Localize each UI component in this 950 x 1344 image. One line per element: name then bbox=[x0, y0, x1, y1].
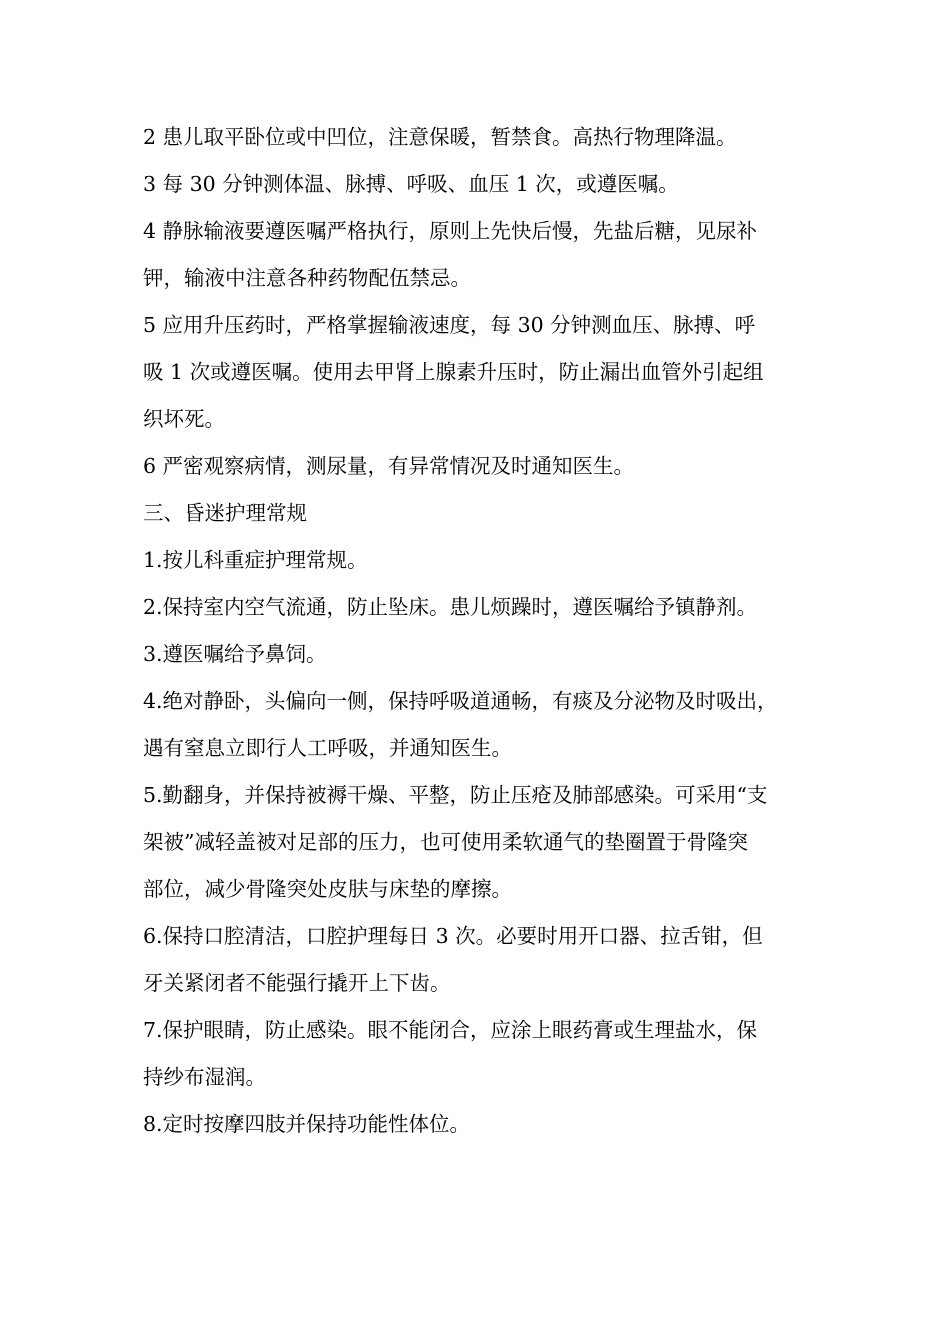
text-line-6: 吸 1 次或遵医嘱。使用去甲肾上腺素升压时，防止漏出血管外引起组 bbox=[143, 360, 764, 384]
text-line-10: 1.按儿科重症护理常规。 bbox=[143, 548, 368, 572]
document-body bbox=[143, 114, 813, 1148]
text-line-15: 5.勤翻身，并保持被褥干燥、平整，防止压疮及肺部感染。可采用“支 bbox=[143, 783, 768, 807]
text-line-5: 5 应用升压药时，严格掌握输液速度，每 30 分钟测血压、脉搏、呼 bbox=[143, 313, 756, 337]
text-line-7: 织坏死。 bbox=[143, 407, 225, 431]
text-line-1: 2 患儿取平卧位或中凹位，注意保暖，暂禁食。高热行物理降温。 bbox=[143, 125, 737, 149]
text-line-22: 8.定时按摩四肢并保持功能性体位。 bbox=[143, 1112, 471, 1136]
text-line-16: 架被”减轻盖被对足部的压力，也可使用柔软通气的垫圈置于骨隆突 bbox=[143, 830, 748, 854]
text-line-21: 持纱布湿润。 bbox=[143, 1065, 266, 1089]
text-line-3: 4 静脉输液要遵医嘱严格执行，原则上先快后慢，先盐后糖，见尿补 bbox=[143, 219, 758, 243]
text-line-19: 牙关紧闭者不能强行撬开上下齿。 bbox=[143, 971, 451, 995]
text-line-18: 6.保持口腔清洁，口腔护理每日 3 次。必要时用开口器、拉舌钳，但 bbox=[143, 924, 763, 948]
text-line-20: 7.保护眼睛，防止感染。眼不能闭合，应涂上眼药膏或生理盐水，保 bbox=[143, 1018, 758, 1042]
text-line-2: 3 每 30 分钟测体温、脉搏、呼吸、血压 1 次，或遵医嘱。 bbox=[143, 172, 679, 196]
text-line-11: 2.保持室内空气流通，防止坠床。患儿烦躁时，遵医嘱给予镇静剂。 bbox=[143, 595, 758, 619]
text-line-8: 6 严密观察病情，测尿量，有异常情况及时通知医生。 bbox=[143, 454, 635, 478]
section-heading: 三、昏迷护理常规 bbox=[143, 501, 307, 525]
text-line-13: 4.绝对静卧，头偏向一侧，保持呼吸道通畅，有痰及分泌物及时吸出， bbox=[143, 689, 778, 713]
text-line-17: 部位，减少骨隆突处皮肤与床垫的摩擦。 bbox=[143, 877, 512, 901]
text-line-12: 3.遵医嘱给予鼻饲。 bbox=[143, 642, 327, 666]
text-line-4: 钾，输液中注意各种药物配伍禁忌。 bbox=[143, 266, 471, 290]
text-line-14: 遇有窒息立即行人工呼吸，并通知医生。 bbox=[143, 736, 512, 760]
